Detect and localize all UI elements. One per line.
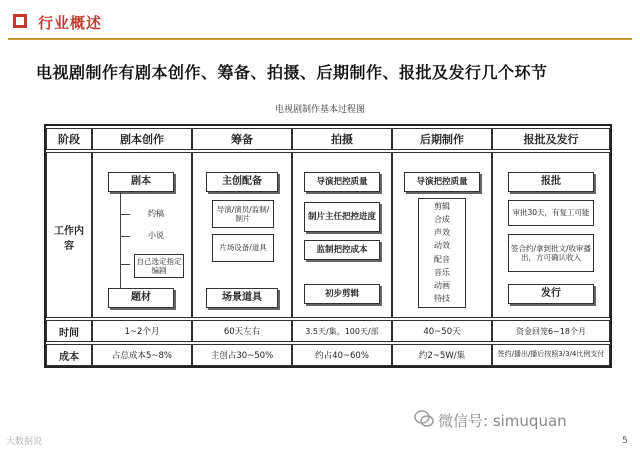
script-branch-2 <box>120 236 130 237</box>
cost-shoot: 约占40~60% <box>292 344 392 366</box>
approval-box: 报批 <box>508 172 594 192</box>
script-item-novel: 小说 <box>148 231 164 240</box>
time-label: 时间 <box>46 320 92 342</box>
stage-release-cell: 报批及发行 <box>492 128 610 150</box>
stage-label-cell: 阶段 <box>46 128 92 150</box>
cost-release: 签约/播出/播后按照3/3/4比例支付 <box>492 344 610 366</box>
script-item-self-select: 自己选定指定编剧 <box>134 254 184 278</box>
stage-post-cell: 后期制作 <box>392 128 492 150</box>
time-prep: 60天左右 <box>192 320 292 342</box>
director-quality-box: 导演把控质量 <box>304 172 380 192</box>
post-tasks-box <box>418 198 466 308</box>
wechat-id-watermark: 微信号: simuquan <box>438 412 567 430</box>
crew-item-equipment: 片场设备/道具 <box>212 234 274 262</box>
script-branch-1 <box>120 214 130 215</box>
time-script: 1~2个月 <box>92 320 192 342</box>
post-task-sound: 声效 <box>434 228 450 238</box>
set-props-box: 场景道具 <box>206 288 278 308</box>
section-title: 行业概述 <box>38 14 103 32</box>
post-task-edit: 剪辑 <box>434 202 450 212</box>
page-number: 5 <box>622 436 628 446</box>
script-branch-3 <box>120 264 130 265</box>
cost-prep: 主创占30~50% <box>192 344 292 366</box>
production-progress-box: 制片主任把控进度 <box>304 202 380 232</box>
content-label: 工作内容 <box>54 226 84 252</box>
time-row <box>46 320 610 342</box>
header-divider <box>8 38 632 40</box>
approval-days-box: 审批30天，有复工可能 <box>508 200 594 226</box>
post-task-music: 音乐 <box>434 267 450 277</box>
crew-item-staff: 导演/演员/监制/制片 <box>212 200 274 228</box>
script-connector <box>120 192 121 296</box>
stage-header-row <box>46 126 610 152</box>
cost-label: 成本 <box>46 344 92 366</box>
post-task-motion: 动效 <box>434 241 450 251</box>
post-task-composite: 合成 <box>434 215 450 225</box>
post-task-dubbing: 配音 <box>434 254 450 264</box>
cost-post: 约2~5W/集 <box>392 344 492 366</box>
cost-row <box>46 344 610 366</box>
topic-box: 题材 <box>108 288 174 308</box>
distribution-box: 发行 <box>508 284 594 304</box>
title-bullet-icon <box>12 13 28 29</box>
cost-script: 占总成本5~8% <box>92 344 192 366</box>
slide-subtitle: 电视剧制作有剧本创作、筹备、拍摄、后期制作、报批及发行几个环节 <box>36 63 548 82</box>
source-watermark: 大数据说 <box>6 437 43 447</box>
time-post: 40~50天 <box>392 320 492 342</box>
post-director-quality-box: 导演把控质量 <box>404 172 480 192</box>
revenue-recognition-box: 签合约/拿到批文/收审播出，方可确认收入 <box>508 234 594 272</box>
script-item-commission: 约稿 <box>148 209 164 218</box>
time-shoot: 3.5天/集，100天/部 <box>292 320 392 342</box>
stage-shoot-cell: 拍摄 <box>292 128 392 150</box>
diagram-caption: 电视剧制作基本过程图 <box>274 105 365 115</box>
rough-cut-box: 初步剪辑 <box>304 284 380 304</box>
time-release: 资金回笼6~18个月 <box>492 320 610 342</box>
stage-prep-cell: 筹备 <box>192 128 292 150</box>
slide-header <box>0 0 640 46</box>
crew-box: 主创配备 <box>206 172 278 192</box>
producer-cost-box: 监制把控成本 <box>304 240 380 260</box>
wechat-icon <box>414 410 434 428</box>
post-task-animation: 动画 <box>434 280 450 290</box>
process-table <box>44 124 612 368</box>
post-task-vfx: 特技 <box>434 293 450 303</box>
script-box: 剧本 <box>108 172 174 192</box>
stage-script-cell: 剧本创作 <box>92 128 192 150</box>
